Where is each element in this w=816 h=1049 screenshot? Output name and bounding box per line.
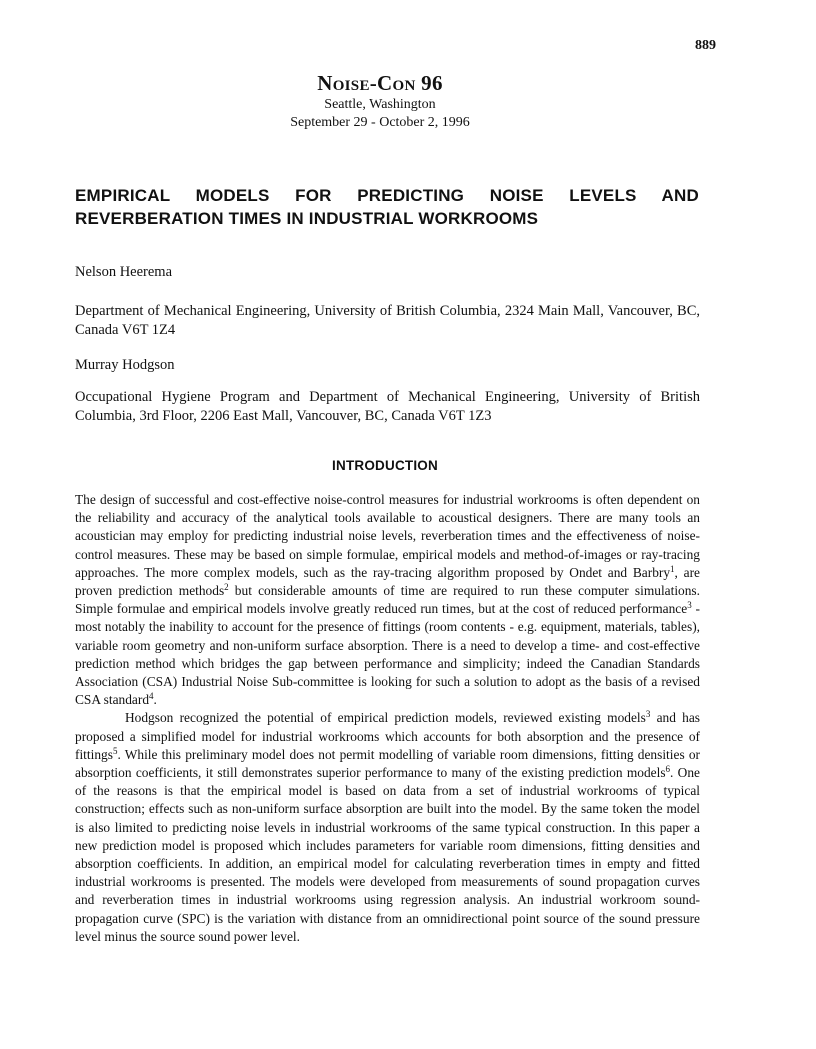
citation-ref-4: 4 xyxy=(149,691,154,702)
section-heading-introduction: INTRODUCTION xyxy=(332,458,438,473)
paper-title xyxy=(75,184,699,230)
paper-title-line-2: REVERBERATION TIMES IN INDUSTRIAL WORKROOMS xyxy=(75,209,539,228)
paragraph-1-text-3: but considerable amounts of time are required to run these computer simulations. Simple formulae and empirical models involve greatly reduced run times, but at the cost of reduced performance xyxy=(75,583,700,617)
paragraph-1 xyxy=(75,491,700,709)
introduction-body xyxy=(75,491,700,946)
paragraph-2-text-2: and has proposed a simplified model for industrial workrooms which accounts for both absorption and the presence of fittings xyxy=(75,710,700,762)
paper-title-line-1: EMPIRICAL MODELS FOR PREDICTING NOISE LEVELS AND xyxy=(75,186,699,205)
paragraph-1-text-5: . xyxy=(153,692,157,708)
page-number: 889 xyxy=(695,38,716,53)
author-affiliation-1: Department of Mechanical Engineering, University of British Columbia, 2324 Main Mall, Vancouver, BC, Canada V6T 1Z4 xyxy=(75,303,700,338)
author-name-2: Murray Hodgson xyxy=(75,357,175,373)
paragraph-2 xyxy=(75,709,700,946)
paragraph-2-text-3: . While this preliminary model does not permit modelling of variable room dimensions, fitting densities or absorption coefficients, it still demonstrates superior performance to many of the existing prediction models xyxy=(75,746,700,781)
conference-header xyxy=(0,70,760,132)
paragraph-2-text-1: Hodgson recognized the potential of empirical prediction models, reviewed existing models xyxy=(125,710,646,726)
conference-dates: September 29 - October 2, 1996 xyxy=(290,115,470,130)
paragraph-1-text-1: The design of successful and cost-effective noise-control measures for industrial workrooms is often dependent on the reliability and accuracy of the analytical tools available to acoustical designers. There are many tools an acoustician may employ for predicting industrial noise levels, reverberation times and the effectiveness of noise-control measures. These may be based on simple formulae, empirical models and method-of-images or ray-tracing approaches. The more complex models, such as the ray-tracing algorithm proposed by Ondet and Barbry xyxy=(75,492,700,580)
author-affiliation-2: Occupational Hygiene Program and Department of Mechanical Engineering, University of British Columbia, 3rd Floor, 2206 East Mall, Vancouver, BC, Canada V6T 1Z3 xyxy=(75,389,700,424)
conference-name: Noise-Con 96 xyxy=(317,71,443,95)
citation-ref-3: 3 xyxy=(687,600,692,611)
paragraph-1-text-2: , are proven prediction methods xyxy=(75,564,701,599)
citation-ref-6: 5 xyxy=(112,745,118,756)
paragraph-1-text-4: - most notably the inability to account for the presence of fittings (room contents - e.g. equipment, materials, tables), variable room geometry and non-uniform surface absorption. There is a need to develop a time- and cost-effective prediction method which bridges the gap between performance and simplicity; indeed the Canadian Standards Association (CSA) Industrial Noise Sub-committee is looking for such a solution to adopt as the basis of a revised CSA standard xyxy=(75,601,700,708)
citation-ref-5: 3 xyxy=(645,709,651,720)
author-name-1: Nelson Heerema xyxy=(75,264,173,280)
conference-location: Seattle, Washington xyxy=(324,97,436,112)
paragraph-2-text-4: . One of the reasons is that the empirical model is based on data from a set of industrial workrooms of typical construction; effects such as non-uniform surface absorption are built into the model. By the same token the model is also limited to predicting noise levels in industrial workrooms of the same typical construction. In this paper a new prediction model is proposed which includes parameters for variable room dimensions, fitting densities and absorption coefficients. In addition, an empirical model for calculating reverberation times in empty and fitted industrial workrooms is presented. The models were developed from measurements of sound propagation curves and reverberation times in industrial workrooms using regression analysis. An industrial workroom sound-propagation curve (SPC) is the variation with distance from an omnidirectional point source of the sound pressure level minus the source sound power level. xyxy=(75,765,700,944)
citation-ref-2: 2 xyxy=(224,582,229,593)
citation-ref-1: 1 xyxy=(670,563,675,574)
citation-ref-7: 6 xyxy=(665,764,671,775)
